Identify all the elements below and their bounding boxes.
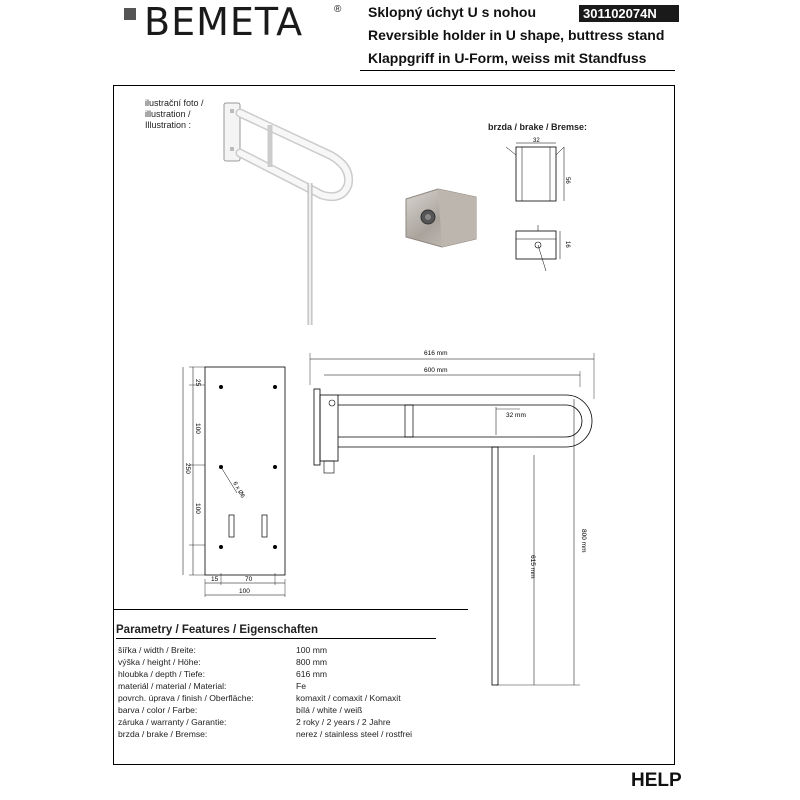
side-dim-800: 800 mm	[580, 529, 587, 553]
section-separator	[113, 609, 468, 610]
param-label: barva / color / Farbe:	[118, 705, 198, 715]
title-english: Reversible holder in U shape, buttress stand	[368, 27, 665, 43]
params-title: Parametry / Features / Eigenschaften	[116, 624, 318, 636]
series-label: HELP	[631, 770, 682, 791]
brand-logo-square	[124, 8, 136, 20]
product-photo-grab-bar	[210, 95, 370, 335]
illustration-label-line: ilustrační foto /	[145, 98, 204, 108]
param-label: povrch. úprava / finish / Oberfläche:	[118, 693, 254, 703]
front-dim-total: 250	[184, 463, 191, 474]
param-value: nerez / stainless steel / rostfrei	[296, 729, 413, 739]
illustration-label	[145, 98, 204, 131]
side-dim-600: 600 mm	[424, 367, 448, 374]
param-value: komaxit / comaxit / Komaxit	[296, 693, 401, 703]
illustration-label-line: illustration /	[145, 109, 191, 119]
brand-logo: BEMETA	[144, 0, 304, 44]
param-value: 100 mm	[296, 645, 328, 655]
front-view-drawing	[175, 355, 295, 600]
front-dim-top: 25	[194, 379, 201, 387]
param-label: materiál / material / Material:	[118, 681, 227, 691]
title-czech: Sklopný úchyt U s nohou	[368, 4, 537, 20]
param-value: 616 mm	[296, 669, 328, 679]
title-german: Klappgriff in U-Form, weiss mit Standfuss	[368, 50, 647, 66]
front-hole-label: 6 x Ø6	[231, 481, 246, 500]
front-dim-lower: 100	[194, 503, 201, 514]
front-dim-bottom-15: 15	[211, 576, 219, 583]
params-rule	[116, 638, 436, 639]
param-value: 2 roky / 2 years / 2 Jahre	[296, 717, 391, 727]
param-label: výška / height / Höhe:	[118, 657, 201, 667]
product-code: 301102074N	[579, 5, 679, 22]
front-dim-bottom-70: 70	[245, 576, 253, 583]
param-label: šířka / width / Breite:	[118, 645, 196, 655]
side-dim-32: 32 mm	[506, 412, 526, 419]
param-label: hloubka / depth / Tiefe:	[118, 669, 205, 679]
brake-photo	[398, 185, 488, 253]
brand-registered-mark: ®	[334, 4, 342, 15]
brake-drawing	[500, 135, 590, 285]
front-dim-upper: 100	[194, 423, 201, 434]
brake-title: brzda / brake / Bremse:	[488, 122, 588, 132]
illustration-label-line: Illustration :	[145, 120, 192, 130]
brake-dim-width: 32	[533, 138, 540, 144]
param-label: brzda / brake / Bremse:	[118, 729, 208, 739]
side-dim-616: 616 mm	[424, 350, 448, 357]
side-dim-615: 615 mm	[529, 555, 536, 579]
brake-dim-side: 16	[564, 241, 570, 248]
param-label: záruka / warranty / Garantie:	[118, 717, 227, 727]
param-value: 800 mm	[296, 657, 328, 667]
param-value: Fe	[296, 681, 307, 691]
param-value: bílá / white / weiß	[296, 705, 363, 715]
header-rule	[360, 70, 675, 71]
brake-dim-height: 56	[564, 177, 570, 184]
front-dim-bottom-100: 100	[239, 588, 250, 595]
